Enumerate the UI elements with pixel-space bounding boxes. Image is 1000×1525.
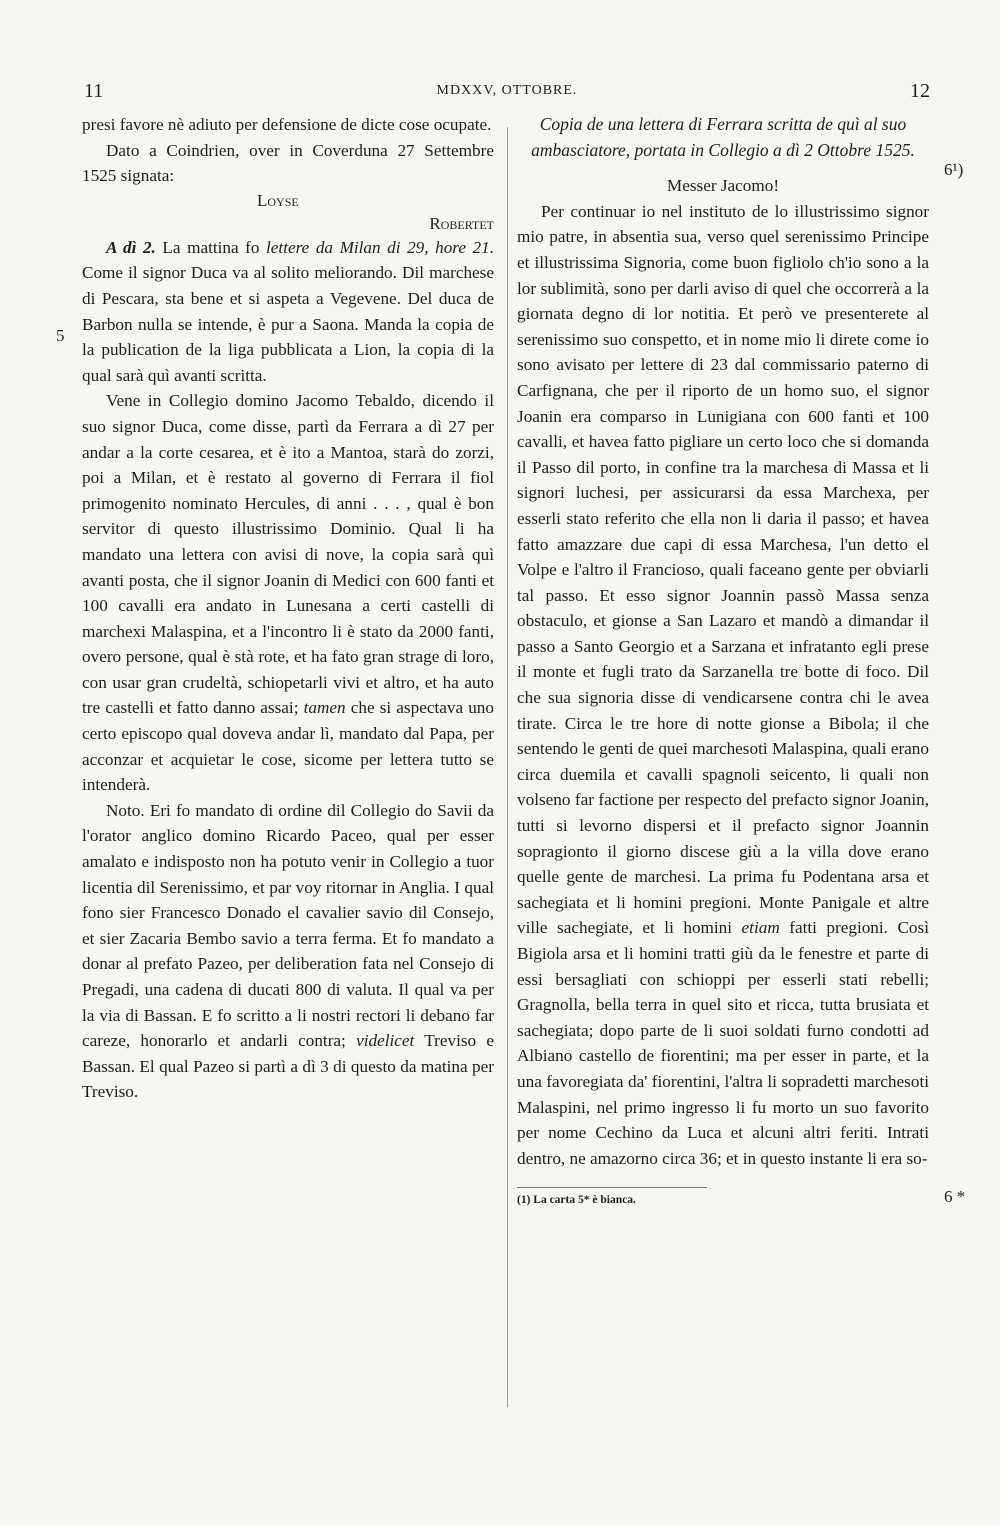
letter-title: Copia de una lettera di Ferrara scritta de quì al suo ambasciatore, portata in Collegio a dì 2 Ottobre 1525. xyxy=(531,114,915,160)
margin-note-bottom: 6 * xyxy=(944,1187,966,1206)
line-number-marker: 5 xyxy=(56,326,65,345)
paragraph: presi favore nè adiuto per defensione de dicte cose ocupate. xyxy=(82,115,492,134)
page-number-left: 11 xyxy=(84,80,104,102)
text-run: che si aspectava uno certo episcopo qual doveva andar lì, mandato dal Papa, per acconzar et acquietar le cose, sicome per lettera tutto se intenderà. xyxy=(82,698,494,795)
footnote-rule xyxy=(517,1187,707,1188)
paragraph xyxy=(82,235,494,389)
text-run-italic: tamen xyxy=(303,698,346,718)
paragraph xyxy=(82,388,494,798)
page-header xyxy=(84,80,930,110)
page-number-right: 12 xyxy=(910,80,930,102)
text-run: fatti pregioni. Così Bigiola arsa et li homini tratti giù da le fenestre et parte di essi bersagliati con schioppi per esserli stati rebelli; Gragnolla, bella terra in quel sito et ricca, tutta brusiata et sachegiata; dopo parte de li suoi soldati furno condotti ad Albiano castello de fiorentini; ma per esser in parte, et la una favoregiata da' fiorentini, l'altra li sopradetti marchesoti Malaspini, nel primo ingresso li fu morto un suo favorito per nome Cechino da Luca et alcuni altri feriti. Intrati dentro, ne amazorno circa 36; et in questo instante li era so- xyxy=(517,918,929,1168)
signature-loyse: Loyse xyxy=(257,190,299,210)
column-divider xyxy=(507,127,508,1407)
footnote: (1) La carta 5* è bianca. xyxy=(517,1194,636,1207)
text-run-italic: etiam xyxy=(741,918,780,938)
text-run-italic: lettere da Milan di 29, hore 21. xyxy=(266,237,494,257)
salutation: Messer Jacomo! xyxy=(666,176,780,196)
text-run: La mattina fo xyxy=(155,237,267,257)
text-run: Noto. Eri fo mandato di ordine dil Collegio do Savii da l'orator anglico domino Ricardo Paceo, qual per esser amalato e indisposto non ha potuto venir in Collegio a tuor licentia dil Serenissimo, et par voy ritornar in Anglia. I qual fono sier Francesco Donado el cavalier savio dil Consejo, et sier Zacaria Bembo savio a terra ferma. Et fo mandato a donar al prefato Pazeo, per deliberation fata nel Consejo di Pregadi, una cadena di ducati 800 di valuta. Il qual va per la via di Bassan. E fo scritto a li nostri rectori li debano far careze, honorarlo et andarli contra; xyxy=(82,800,494,1051)
text-run: Per continuar io nel instituto de lo illustrissimo signor mio patre, in absentia sua, verso quel serenissimo Principe et illustrissima Signoria, come buon figliolo ch'io sono a la lor sublimità, sono per darli aviso di quel che occorrerà a la giornata degno di lor notitia. Et però ve presenterete al serenissimo suo conspetto, et in nome mio li direte come io sono avisato per lettere di 23 dal commissario paterno di Carfignana, che per il riporto de un homo suo, el signor Joanin era comparso in Lunigiana con 600 fanti et 100 cavalli, et havea fatto pigliare un certo loco che si domanda il Passo dil porto, in confine tra la marchesa di Massa et li signori luchesi, per assicurarsi da essa Marchexa, per esserli stato referito che ella non li daria il passo; et havea fatto amazzare due capi di essa Marchesa, l'un detto el Volpe e l'altro il Francioso, quali faceano gente per obviarli tal passo. Et esso signor Joannin passò Massa senza obstaculo, et gionse a San Lazaro et mandò a dimandar il passo a Santo Georgio et a Sarzana et infratanto egli prese il monte et fugli trato da Sarzanella tre botte di foco. Dil che sua signoria disse di vendicarsene contra chi le avea tirate. Circa le tre hore di notte gionse a Bibola; il che sentendo le genti de quei marchesoti Malaspina, quali erano circa duemila et cavalli spagnoli seicento, li quali non volseno far factione per respecto del prefacto signor Joanin, tutti si levorno dispersi et il prefacto signor Joannin sopragionto il giorno discese giù a la villa dove erano quelle gente de marchesi. La prima fu Podentana arsa et sachegiata et li homini pregioni. Monte Panigale et altre ville sachegiate, et li homini xyxy=(517,201,929,938)
date-heading: A dì 2. xyxy=(106,237,156,257)
left-column xyxy=(82,112,494,1105)
running-title: MDXXV, OTTOBRE. xyxy=(436,83,578,98)
margin-note-top: 6¹) xyxy=(944,160,964,179)
paragraph: Dato a Coindrien, over in Coverduna 27 Settembre 1525 signata: xyxy=(82,140,494,186)
right-column xyxy=(517,112,929,1208)
paragraph xyxy=(82,798,494,1105)
paragraph xyxy=(517,199,929,1172)
text-run-italic: videlicet xyxy=(356,1031,415,1051)
text-run: Vene in Collegio domino Jacomo Tebaldo, dicendo il suo signor Duca, come disse, partì da Ferrara a dì 27 per andar a la corte cesarea, et è ito a Mantoa, starà do zorzi, poi a Milan, et è restato al governo di Ferrara il fiol primogenito nominato Hercules, di anni . . . , qual è bon servitor di questo illustrissimo Dominio. Qual li ha mandato una lettera con avisi di nove, la copia sarà quì avanti posta, che il signor Joanin di Medici con 600 fanti et 100 cavalli era andato in Lunesana a certi castelli di marchexi Malaspina, et a l'incontro li è stato da 2000 fanti, overo persone, qual è stà rote, et ha fato gran strage di loro, con usar gran crudeltà, schiopetarli vivi et altro, et ha auto tre castelli et fatto danno assai; xyxy=(82,391,494,718)
text-run: Treviso e Bassan. El qual Pazeo si partì a dì 3 di questo da matina per Treviso. xyxy=(82,1031,495,1102)
signature-robertet: Robertet xyxy=(429,213,494,233)
text-run: Come il signor Duca va al solito meliorando. Dil marchese di Pescara, sta bene et si aspeta a Vegevene. Del duca de Barbon nulla se intende, è pur a Saona. Manda la copia de la publication de la liga pubblicata a Lion, la copia di la qual sarà quì avanti scritta. xyxy=(82,263,494,385)
